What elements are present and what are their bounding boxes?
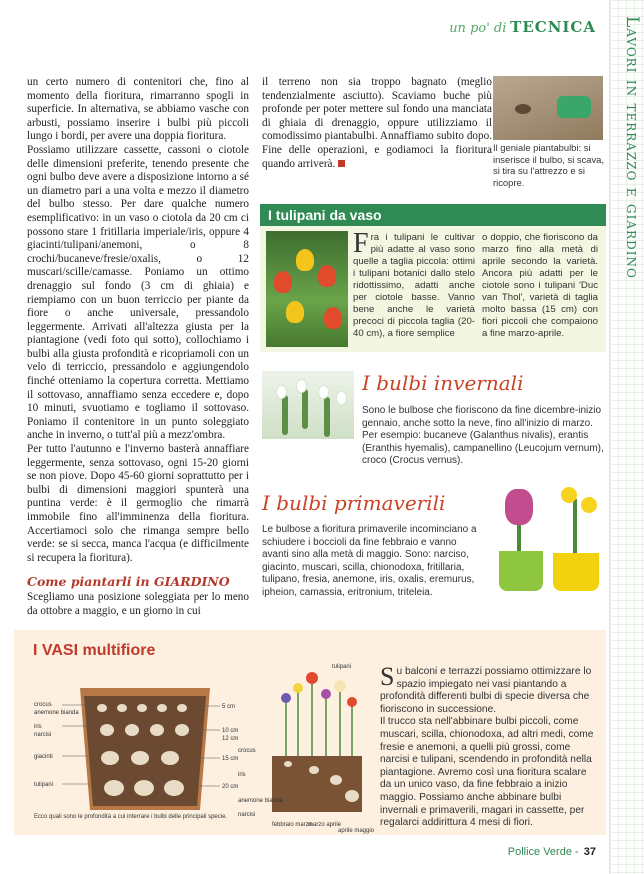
tulip-flower [296,249,314,271]
header-prefix: un po' di [449,21,507,36]
depth-label: 15 cm [222,756,239,762]
snowdrop-flower [296,379,307,393]
paragraph [262,76,492,171]
diagram-label: narcisi [238,812,256,818]
page-number: 37 [583,846,596,858]
side-label: Lavori in terrazzo e giardino [622,16,642,279]
subheading-giardino: Come piantarli in GIARDINO [27,574,230,590]
diagram-label: crocus [238,748,256,754]
depth-label: 5 cm [222,704,236,710]
snowdrop-flower [276,385,287,399]
tulipani-text-a-body: ra i tulipani le cultivar più adatte al vaso sono quelle a taglia piccola: ottimi i tulipani botanici dallo stelo ridottissimo, adatti anche per ciotole basse. Vanno bene anche le varietà precoci di piccola taglia (20-40 cm), a fiore semplice [353,232,475,339]
primaverili-title: I bulbi primaverili [262,491,446,515]
vasi-paragraph-2: Il trucco sta nell'abbinare bulbi piccoli, come muscari, scilla, chionodoxa, ad altri medi, come fresie e anemoni, a quelli più grossi, come narcisi e tulipani, scendendo in profondità nella piantagione. Avremo così una fioritura scalare da un unico vaso, da fine febbraio a inizio maggio. Possiamo anche abbinare bulbi invernali e primaverili, magari in cassette, per regalarci addirittura 4 mesi di fiori. [380,716,594,829]
snowdrop-flower [336,391,347,405]
header-title: TECNICA [510,18,596,36]
vasi-title: I VASI multifiore [33,642,156,659]
paragraph: Per tutto l'autunno e l'inverno basterà annaffiare leggermente, senza sottovaso, ogni 15-20 giorni se non piove. Dopo 45-60 giorni soprattutto per i bulbi di dimensioni maggiori spunterà una puntina verde: è il germoglio che rimarrà immobile fino all'imminenza della fioritura. Accertiamoci solo che rimanga sempre bello verde: se si secca, manca l'acqua (e difficilmente si recupera la fioritura). [27,443,249,564]
tulipani-title: I tulipani da vaso [260,204,606,226]
flowers [281,672,357,707]
snowdrop-photo [262,371,354,439]
main-column-1 [27,76,249,618]
hyacinth-flower [505,489,533,525]
soil-hole [515,104,531,114]
page-footer [508,846,596,858]
snowdrop-flower [318,385,329,399]
hyacinth-daffodil-pots-photo [489,483,607,596]
primaverili-text: Le bulbose a fioritura primaverile incominciano a schiudere i boccioli da fine febbraio e vanno avanti sino alla metà di maggio. Sono: narciso, giacinto, muscari, scilla, chionodoxa, fritillaria, tulipano, fresia, anemone, iris, oxalis, eremurus, ipheion, camassia, eritronium, triteleia. [262,524,477,598]
cross-section-diagram [236,660,375,834]
tulip-flower [286,301,304,323]
paragraph [380,662,598,716]
month-label: aprile maggio [338,828,375,834]
vasi-multifiore-box [14,630,606,835]
depth-label: 20 cm [222,784,239,790]
invernali-text: Sono le bulbose che fioriscono da fine dicembre-inizio gennaio, anche sotto la neve, fino all'inizio di marzo. Per esempio: bucaneve (Galanthus nivalis), erantis (Eranthis hyemalis), campanellino (Leucojum vernum), croco (Crocus vernus). [362,405,604,467]
tulip-flower [274,271,292,293]
trowel-icon [557,96,591,118]
leaf [302,389,308,429]
paragraph-text: il terreno non sia troppo bagnato (meglio tendenzialmente asciutto). Scaviamo buche più profonde per poter mettere sul fondo una manciata di ghiaia di drenaggio, oppure utilizziamo il comodissimo piantabulbi. Annaffiamo subito dopo. Fine delle operazioni, e godiamoci la fioritura quando arriverà. [262,76,492,170]
piantabulbi-caption: Il geniale piantabulbi: si inserisce il bulbo, si scava, si tira su l'attrezzo e si ricopre. [493,142,604,188]
tulip-flower [324,307,342,329]
depth-label: 10 cm [222,728,239,734]
diagram-label: narcisi [34,732,52,738]
leaf [324,397,330,437]
vasi-text [380,662,598,830]
footer-separator: - [575,846,582,858]
diagram-label: anemone bianda [238,798,283,804]
tulip-flower [318,265,336,287]
month-label: febbraio marzo [272,822,313,828]
end-mark-icon [338,160,345,167]
tulipani-text-a [353,228,475,340]
main-column-2 [262,76,492,171]
tulipani-box [260,204,606,352]
diagram-label: giacinti [34,754,53,760]
tulipani-text-b: o doppio, che fioriscono da marzo fino alla metà di aprile secondo la varietà. Ancora più adatti per le ciotole sono i tulipani 'Duc van Thol', varietà di taglia molto bassa (15 cm) con fiori piccoli che compaiono a fine marzo-aprile. [482,232,598,339]
diagram-label: anemone bianda [34,710,79,716]
vasi-paragraph-1: u balconi e terrazzi possiamo ottimizzare lo spazio impiegato nei vasi piantando a profondità differenti bulbi di specie diversa che fioriscono in successione. [380,666,592,715]
diagram-label: tulipani [34,782,54,788]
piantabulbi-photo [493,76,603,140]
drop-cap: S [380,662,395,691]
drop-cap: F [353,228,369,259]
leaf [282,395,288,435]
month-label: marzo aprile [308,822,342,828]
diagram-label: crocus [34,702,52,708]
invernali-title: I bulbi invernali [362,371,524,395]
diagram-label: iris [238,772,246,778]
paragraph: Possiamo utilizzare cassette, cassoni o ciotole delle dimensioni preferite, tenendo presente che ogni bulbo deve avere a disposizione intorno a sé un diametro pari a una volta e mezzo il diametro del bulbo stesso. Per dare qualche numero esemplificativo: in un vaso o ciotola da 20 cm ci possono stare 1 fritillaria imperiale/iris, oppure 4 giacinti/tulipani/anemoni, o 8 crochi/bucaneve/fresie/oxalis, o 12 muscari/scille/camasse. Poniamo un ottimo drenaggio sul fondo (3 cm di ghiaia) e riempiamo con un buon terriccio per piante da fiore o anche universale, pressandolo leggermente. Arrivati all'altezza giusta per la piantagione (vedi foto qui sotto), collochiamo i bulbi alla giusta profondità e ricopriamoli con un velo di terriccio, pressandolo e aggiungendolo finché otteniamo la copertura corretta. Mettiamo il sottovaso, annaffiamo senza eccedere e, dopo 10 minuti, svuotiamo e togliamo il sottovaso. Poniamo il contenitore in un punto soleggiato anche in inverno, o tutt'al più a mezz'ombra. [27,143,249,442]
depth-label: 12 cm [222,736,239,742]
yellow-pot [553,553,599,591]
tulip-photo [266,231,348,347]
green-pot [499,551,543,591]
page-header [449,18,596,37]
magazine-name: Pollice Verde [507,846,572,858]
paragraph: un certo numero di contenitori che, fino al momento della fioritura, rimarranno spogli in superficie. In alternativa, se abbiamo vasche con arbusti, possiamo inserire i bulbi più piccoli lungo i bordi, per avere una doppia fioritura. [27,76,249,143]
paragraph: Scegliamo una posizione soleggiata per lo meno da ottobre a maggio, e un giorno in cui [27,590,249,617]
diagram-label: tulipani [332,664,352,670]
stem [573,499,577,559]
diagram-caption: Ecco quali sono le profondità a cui interrare i bulbi delle principali specie. [34,814,228,820]
daffodil-flower [561,487,577,503]
depth-diagram-pot [32,678,254,828]
daffodil-flower [581,497,597,513]
diagram-label: iris [34,724,42,730]
